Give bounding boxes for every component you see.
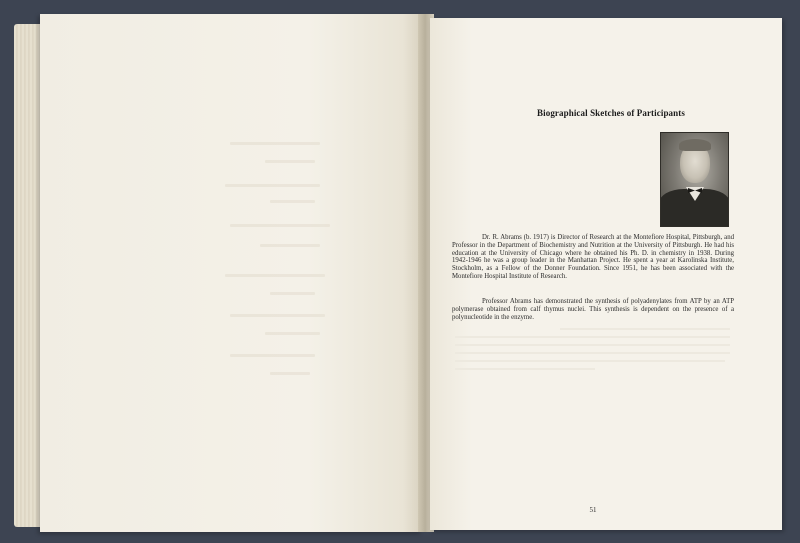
bleed-through-line bbox=[230, 224, 330, 227]
biography-paragraph: Dr. R. Abrams (b. 1917) is Director of Research at the Montefiore Hospital, Pittsburgh, and Professor in the Department of Biochemistry and Nutrition at the University of Pittsburgh. He had his education at the University of Chicago where he obtained his Ph. D. in chemistry in 1938. During 1942-1946 he was a group leader in the Manhattan Project. He spent a year at Karolinska Institute, Stockholm, as a Fellow of the Donner Foundation. Since 1951, he has been associated with the Montefiore Hospital Institute of Research. bbox=[452, 234, 734, 280]
bleed-through-line bbox=[225, 274, 325, 277]
bleed-through-line bbox=[455, 352, 730, 354]
left-page-blank bbox=[40, 14, 422, 532]
page-title: Biographical Sketches of Participants bbox=[537, 108, 685, 118]
research-paragraph: Professor Abrams has demonstrated the synthesis of polyadenylates from ATP by an ATP polymerase obtained from calf thymus nuclei. This synthesis is dependent on the presence of a polynucleotide in the enzyme. bbox=[452, 298, 734, 321]
photo-hair bbox=[679, 139, 711, 151]
bleed-through-line bbox=[230, 314, 325, 317]
bleed-through-line bbox=[270, 372, 310, 375]
bleed-through-line bbox=[455, 336, 730, 338]
bleed-through-line bbox=[260, 244, 320, 247]
bleed-through-line bbox=[225, 184, 320, 187]
bleed-through-line bbox=[270, 292, 315, 295]
bleed-through-line bbox=[270, 200, 315, 203]
bleed-through-line bbox=[455, 344, 730, 346]
bleed-through-line bbox=[265, 332, 320, 335]
bleed-through-line bbox=[265, 160, 315, 163]
bleed-through-line bbox=[230, 142, 320, 145]
bleed-through-line bbox=[455, 360, 725, 362]
bleed-through-line bbox=[455, 368, 595, 370]
portrait-photo bbox=[660, 132, 729, 227]
bleed-through-line bbox=[560, 328, 730, 330]
page-number: 51 bbox=[589, 506, 597, 514]
bleed-through-line bbox=[230, 354, 315, 357]
